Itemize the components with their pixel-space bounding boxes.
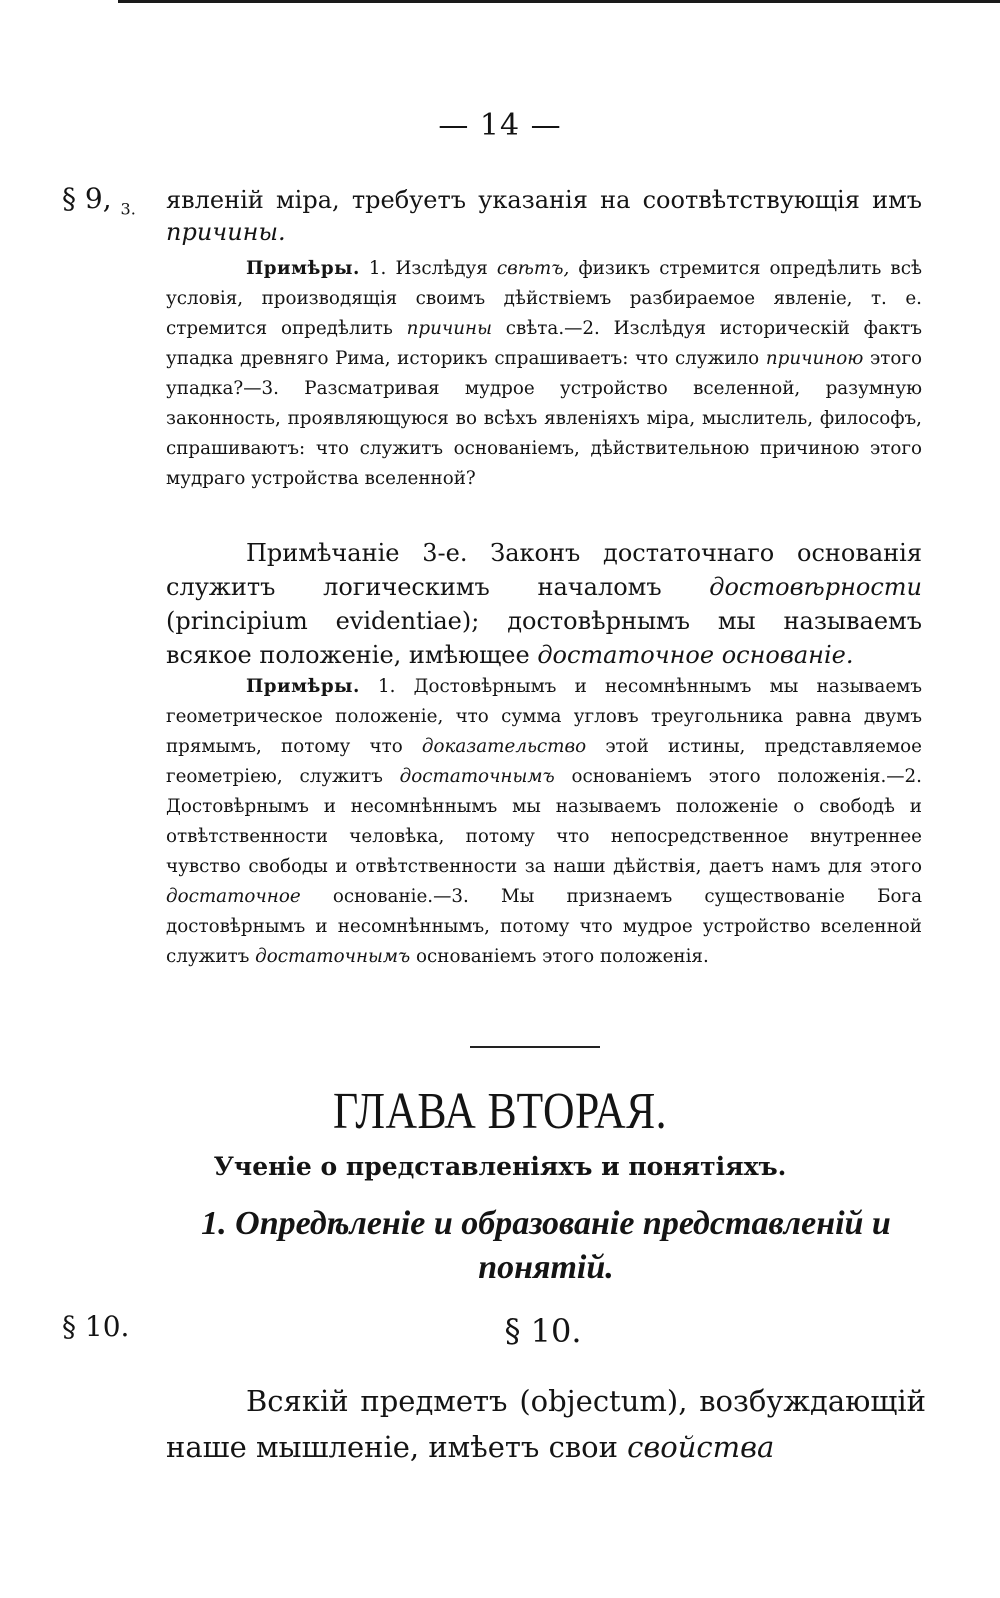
examples-1-italic: причины	[406, 318, 492, 339]
examples-2-part: этой истины, представляемое геометріею, служитъ	[166, 736, 923, 787]
note-3-italic: достаточное основаніе.	[537, 641, 854, 669]
examples-2-part: основаніемъ этого положенія.	[410, 946, 709, 967]
paragraph-italic: причины.	[166, 218, 286, 246]
paragraph-continuation	[166, 184, 922, 248]
examples-2-part: основаніемъ этого положенія.—2. Достовѣрнымъ и несомнѣннымъ мы называемъ положеніе о свободѣ и отвѣтственности человѣка, потому что непосредственное внутреннее чувство свободы и отвѣтственности за наши дѣйствія, даетъ намъ для этого	[166, 766, 922, 877]
page-number: — 14 —	[438, 108, 562, 143]
examples-block-2	[166, 672, 922, 972]
examples-2-label: Примѣры.	[246, 676, 360, 697]
examples-1-part: физикъ стремится опредѣлить всѣ условія, производящія своимъ дѣйствіемъ разбираемое явленіе, т. е. стремится опредѣлить	[166, 258, 922, 339]
note-3-part: Законъ достаточнаго основанія служитъ логическимъ началомъ	[166, 539, 922, 601]
note-3-label: Примѣчаніе 3-е.	[246, 539, 468, 567]
bottom-paragraph-body: Всякій предметъ (objectum), возбуждающій наше мышленіе, имѣетъ свои	[166, 1384, 926, 1464]
note-3-italic: достовѣрности	[709, 573, 922, 601]
margin-ref-sub: 3.	[120, 199, 136, 219]
chapter-subtitle: Ученіе о представленіяхъ и понятіяхъ.	[213, 1152, 787, 1181]
paragraph-body: явленій міра, требуетъ указанія на соотвѣтствующія имъ	[166, 186, 922, 214]
margin-ref-section-9	[62, 182, 136, 219]
examples-1-part: свѣта.—2. Изслѣдуя историческій фактъ упадка древняго Рима, историкъ спрашиваетъ: что служило	[166, 318, 922, 369]
bottom-paragraph	[166, 1378, 926, 1470]
section-mark: § 10.	[504, 1312, 582, 1350]
margin-ref-main: § 9,	[62, 182, 112, 215]
top-border-rule	[118, 0, 1000, 3]
paragraph-text	[166, 184, 922, 248]
note-3-text	[166, 536, 922, 672]
note-3-block	[166, 536, 922, 672]
examples-1-part: этого упадка?—3. Разсматривая мудрое устройство вселенной, разумную законность, проявляющуюся во всѣхъ явленіяхъ міра, мыслитель, философъ, спрашиваютъ: что служитъ основаніемъ, дѣйствительною причиною этого мудраго устройства вселенной?	[166, 348, 922, 489]
examples-1-italic: свѣтъ,	[496, 258, 570, 279]
chapter-title: ГЛАВА ВТОРАЯ.	[333, 1083, 667, 1140]
examples-2-part: 1. Достовѣрнымъ и несомнѣннымъ мы называемъ геометрическое положеніе, что сумма угловъ треугольника равна двумъ прямымъ, потому что	[166, 676, 922, 757]
examples-1-text	[166, 254, 922, 494]
bottom-paragraph-italic: свойства	[627, 1430, 775, 1464]
section-divider	[470, 1046, 600, 1048]
margin-ref-section-10: § 10.	[62, 1310, 130, 1343]
section-heading: 1. Опредѣленіе и образованіе представленій и понятій.	[201, 1205, 891, 1286]
note-3-part: (principium evidentiae); достовѣрнымъ мы называемъ всякое положеніе, имѣющее	[166, 607, 922, 669]
examples-2-italic: достаточнымъ	[255, 946, 411, 967]
examples-2-text	[166, 672, 922, 972]
examples-1-part: 1. Изслѣдуя	[359, 258, 497, 279]
examples-2-part: основаніе.—3. Мы признаемъ существованіе Бога достовѣрнымъ и несомнѣннымъ, потому что мудрое устройство вселенной служитъ	[166, 886, 922, 967]
examples-1-label: Примѣры.	[246, 258, 360, 279]
examples-2-italic: доказательство	[421, 736, 587, 757]
examples-2-italic: достаточное	[166, 886, 301, 907]
examples-block-1	[166, 254, 922, 494]
examples-2-italic: достаточнымъ	[399, 766, 555, 787]
examples-1-italic: причиною	[765, 348, 864, 369]
